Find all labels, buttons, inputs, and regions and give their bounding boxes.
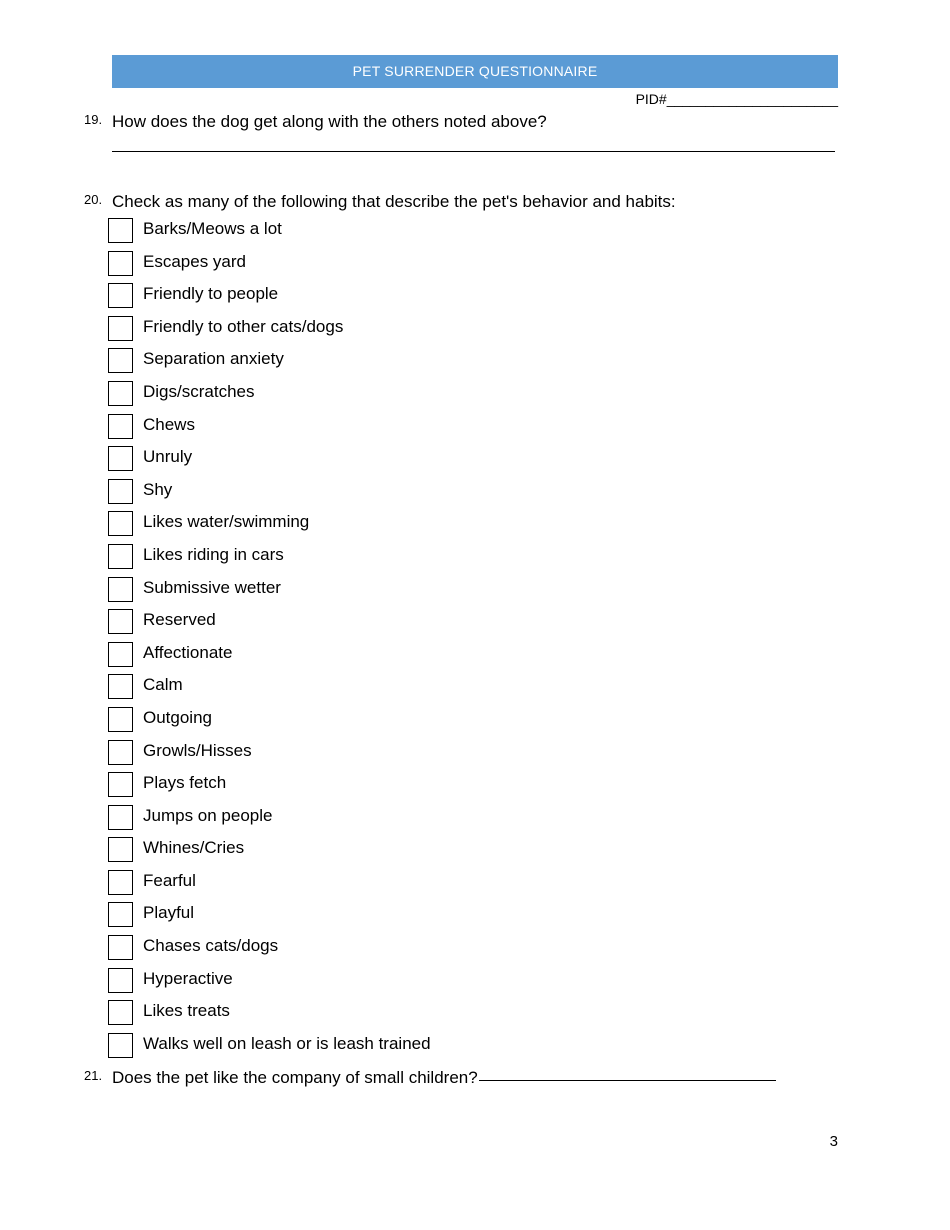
behavior-checkbox[interactable]	[108, 1033, 133, 1058]
behavior-label: Plays fetch	[143, 773, 227, 793]
behavior-label: Unruly	[143, 447, 193, 467]
behavior-label: Chases cats/dogs	[143, 936, 279, 956]
behavior-checkbox[interactable]	[108, 805, 133, 830]
behavior-checkbox[interactable]	[108, 446, 133, 471]
question-21-text-row	[112, 1068, 776, 1088]
behavior-label: Digs/scratches	[143, 381, 255, 401]
behavior-label: Likes water/swimming	[143, 512, 310, 532]
question-19-answer-line[interactable]	[112, 151, 835, 152]
behavior-checkbox[interactable]	[108, 544, 133, 569]
behavior-label: Barks/Meows a lot	[143, 219, 282, 238]
behavior-label: Walks well on leash or is leash trained	[143, 1033, 431, 1053]
question-21-answer-line[interactable]	[479, 1080, 776, 1081]
behavior-label: Likes riding in cars	[143, 544, 284, 564]
page-number: 3	[829, 1133, 838, 1150]
behavior-label: Fearful	[143, 870, 196, 890]
question-20-text: Check as many of the following that describe the pet's behavior and habits:	[112, 192, 676, 211]
behavior-label: Outgoing	[143, 707, 212, 727]
behavior-checkbox[interactable]	[108, 577, 133, 602]
behavior-checkbox[interactable]	[108, 902, 133, 927]
behavior-checkbox[interactable]	[108, 609, 133, 634]
behavior-checkbox[interactable]	[108, 479, 133, 504]
behavior-checkbox[interactable]	[108, 837, 133, 862]
behavior-label: Affectionate	[143, 642, 233, 662]
behavior-label: Submissive wetter	[143, 577, 281, 597]
behavior-label: Hyperactive	[143, 968, 233, 988]
behavior-checkbox[interactable]	[108, 283, 133, 308]
behavior-label: Likes treats	[143, 1001, 230, 1021]
pid-label: PID#	[635, 91, 667, 107]
question-21-text: Does the pet like the company of small children?	[112, 1068, 478, 1087]
question-21-number: 21.	[84, 1068, 103, 1083]
behavior-checkbox[interactable]	[108, 1000, 133, 1025]
behavior-checkbox[interactable]	[108, 381, 133, 406]
behavior-label: Reserved	[143, 610, 216, 630]
behavior-checkbox[interactable]	[108, 740, 133, 765]
behavior-checkbox[interactable]	[108, 251, 133, 276]
pid-blank[interactable]: ______________________	[666, 91, 838, 107]
behavior-label: Separation anxiety	[143, 349, 284, 369]
behavior-checkbox[interactable]	[108, 348, 133, 373]
question-20-number: 20.	[84, 192, 103, 207]
behavior-label: Friendly to people	[143, 284, 279, 304]
behavior-label: Calm	[143, 675, 183, 695]
behavior-checkbox[interactable]	[108, 316, 133, 341]
behavior-checkbox[interactable]	[108, 968, 133, 993]
behavior-checkbox[interactable]	[108, 511, 133, 536]
behavior-label: Jumps on people	[143, 805, 273, 825]
behavior-label: Escapes yard	[143, 251, 246, 271]
behavior-label: Growls/Hisses	[143, 740, 252, 760]
questionnaire-title-banner: PET SURRENDER QUESTIONNAIRE	[112, 55, 838, 88]
behavior-checkbox[interactable]	[108, 870, 133, 895]
question-19-number: 19.	[84, 112, 103, 127]
behavior-checkbox[interactable]	[108, 642, 133, 667]
behavior-label: Chews	[143, 414, 195, 434]
behavior-label: Friendly to other cats/dogs	[143, 316, 344, 336]
behavior-checkbox[interactable]	[108, 935, 133, 960]
behavior-checkbox[interactable]	[108, 414, 133, 439]
behavior-label: Whines/Cries	[143, 838, 245, 858]
behavior-checkbox[interactable]	[108, 707, 133, 732]
behavior-label: Shy	[143, 479, 173, 499]
pid-field[interactable]	[500, 91, 838, 107]
question-19-text: How does the dog get along with the others noted above?	[112, 112, 547, 131]
behavior-label: Playful	[143, 903, 195, 923]
behavior-checkbox[interactable]	[108, 772, 133, 797]
behavior-checkbox[interactable]	[108, 218, 133, 243]
behavior-checkbox[interactable]	[108, 674, 133, 699]
